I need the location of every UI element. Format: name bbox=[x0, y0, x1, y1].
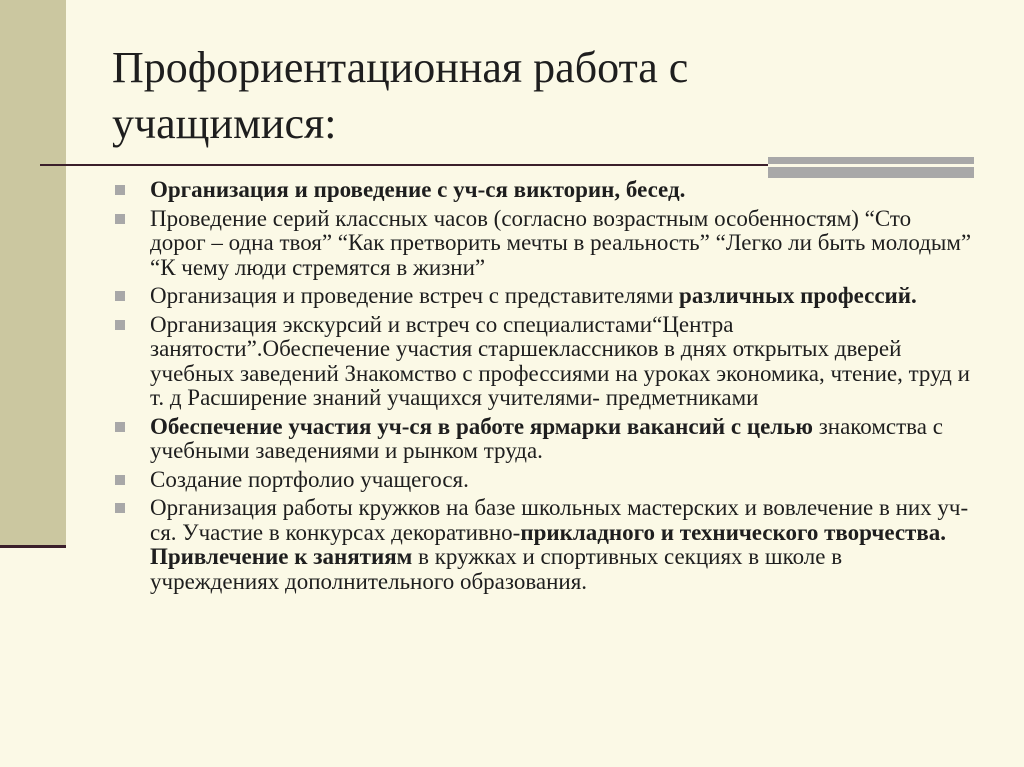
bullet-item-6 bbox=[112, 468, 972, 493]
slide-title bbox=[112, 40, 932, 152]
bullet-square-icon bbox=[115, 214, 125, 224]
bullet-item-5 bbox=[112, 415, 972, 464]
bullet-text: Организация и проведение встреч с представителями bbox=[150, 283, 680, 308]
slide-title-line2: учащимися: bbox=[112, 99, 337, 148]
bullet-text-bold: Организация и проведение с уч-ся викторин, бесед. bbox=[150, 177, 686, 202]
bullet-item-1 bbox=[112, 178, 972, 203]
bullet-square-icon bbox=[115, 320, 125, 330]
bullet-square-icon bbox=[115, 422, 125, 432]
bullet-text: знакомства с учебными заведениями и рынком труда. bbox=[150, 413, 943, 463]
bullet-item-7 bbox=[112, 496, 972, 594]
title-underline-accent bbox=[768, 157, 974, 178]
bullet-text: Проведение серий классных часов (согласно возрастным особенностям) “Сто дорог – одна твоя” “Как претворить мечты в реальность” “Легко ли быть молодым” “К чему люди стремятся в жизни” bbox=[150, 205, 972, 280]
bullet-text-bold: различных профессий. bbox=[679, 283, 917, 308]
bullet-item-3 bbox=[112, 284, 972, 309]
slide-title-line1: Профориентационная работа с bbox=[112, 43, 689, 92]
bullet-text: Организация экскурсий и встреч со специалистами“Центра занятости”.Обеспечение участия старшеклассников в днях открытых дверей учебных заведений Знакомство с профессиями на уроках экономика, чтение, труд и т. д Расширение знаний учащихся учителями- предметниками bbox=[150, 311, 970, 410]
left-band-divider bbox=[0, 545, 66, 548]
bullet-list bbox=[112, 178, 972, 598]
bullet-square-icon bbox=[115, 291, 125, 301]
left-decorative-band bbox=[0, 0, 66, 546]
bullet-text-bold: Обеспечение участия уч-ся в работе ярмарки вакансий с целью bbox=[150, 413, 813, 439]
bullet-square-icon bbox=[115, 475, 125, 485]
bullet-text: Создание портфолио учащегося. bbox=[150, 466, 469, 492]
bullet-item-2 bbox=[112, 207, 972, 281]
bullet-text: Организация работы кружков на базе школьных мастерских и вовлечение в них уч-ся. Участие в конкурсах декоративно- bbox=[150, 495, 969, 545]
bullet-text-bold: прикладного и технического творчества. Привлечение к занятиям bbox=[150, 519, 946, 569]
bullet-text: в кружках и спортивных секциях в школе в учреждениях дополнительного образования. bbox=[150, 544, 843, 594]
bullet-item-4 bbox=[112, 313, 972, 411]
bullet-square-icon bbox=[115, 503, 125, 513]
bullet-square-icon bbox=[115, 185, 125, 195]
